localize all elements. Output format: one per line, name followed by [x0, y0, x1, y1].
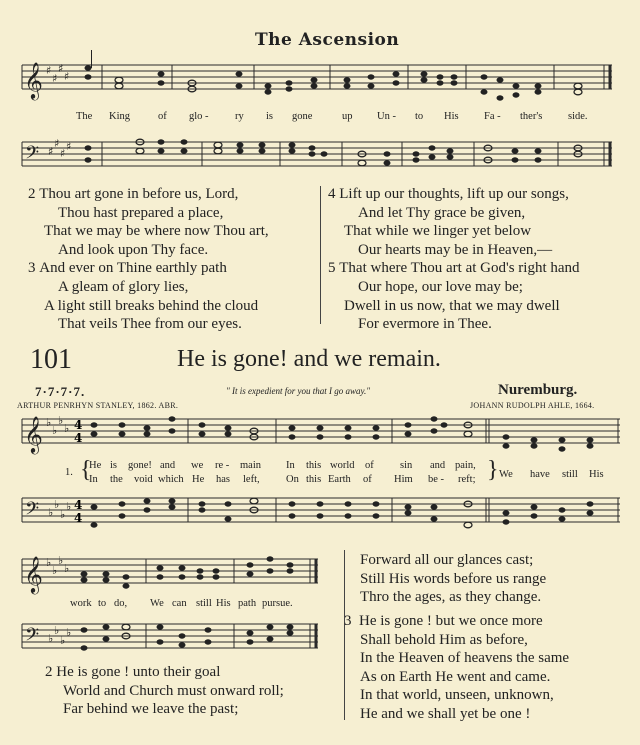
svg-text:♯: ♯ — [66, 140, 72, 153]
underlay-word: ther's — [520, 111, 543, 122]
svg-text:♭: ♭ — [46, 416, 52, 429]
underlay-word: work — [70, 598, 92, 609]
svg-text:♯: ♯ — [58, 62, 64, 75]
top-bass-staff — [22, 138, 614, 178]
underlay-word: still — [562, 469, 578, 480]
svg-text:♭: ♭ — [66, 500, 72, 513]
underlay-word: and — [160, 460, 176, 471]
column-divider-top — [320, 186, 321, 324]
underlay-word: In — [89, 474, 98, 485]
top-hymn-title: The Ascension — [255, 30, 400, 50]
underlay-word: reft; — [458, 474, 476, 485]
underlay-word: be - — [428, 474, 445, 485]
underlay-word: has — [216, 474, 230, 485]
svg-text:4: 4 — [74, 431, 83, 445]
underlay-word: He — [192, 474, 205, 485]
hymn-title: He is gone! and we remain. — [177, 346, 441, 372]
underlay-word: is — [110, 460, 118, 471]
underlay-word: His — [444, 111, 459, 122]
underlay-word: world — [330, 460, 355, 471]
underlay-word: still — [196, 598, 212, 609]
underlay-word: can — [172, 598, 187, 609]
underlay-word: have — [530, 469, 550, 480]
underlay-word: do, — [114, 598, 128, 609]
underlay-word: of — [158, 111, 167, 122]
svg-text:♭: ♭ — [48, 632, 54, 645]
svg-text:♭: ♭ — [58, 414, 64, 427]
svg-text:♭: ♭ — [64, 562, 70, 575]
underlay-word: We — [499, 469, 513, 480]
underlay-word: pain, — [455, 460, 476, 471]
top-treble-staff — [22, 60, 614, 110]
hymn-number: 101 — [30, 344, 72, 375]
verse-number: 1. — [65, 467, 73, 478]
underlay-word: of — [363, 474, 372, 485]
underlay-word: gone — [292, 111, 313, 122]
underlay-word: main — [240, 460, 261, 471]
underlay-word: The — [76, 111, 93, 122]
underlay-word: path — [238, 598, 257, 609]
svg-text:♭: ♭ — [58, 554, 64, 567]
underlay-word: the — [110, 474, 123, 485]
underlay-word: we — [191, 460, 204, 471]
underlay-word: King — [109, 111, 130, 122]
underlay-word: void — [134, 474, 153, 485]
underlay-word: re - — [215, 460, 230, 471]
underlay-word: In — [286, 460, 295, 471]
underlay-word: glo - — [189, 111, 209, 122]
svg-text:♭: ♭ — [48, 506, 54, 519]
svg-text:♭: ♭ — [60, 634, 66, 647]
underlay-word: left, — [243, 474, 260, 485]
underlay-word: sin — [400, 460, 413, 471]
hymn-treble-staff-1 — [22, 414, 622, 460]
tune-name: Nuremburg. — [498, 382, 578, 398]
hymn-bass-staff-1 — [22, 494, 622, 534]
underlay-word: Un - — [377, 111, 396, 122]
underlay-word: We — [150, 598, 164, 609]
epigraph: " It is expedient for you that I go away." — [226, 386, 371, 396]
underlay-word: of — [365, 460, 374, 471]
underlay-word: His — [216, 598, 231, 609]
underlay-word: this — [306, 460, 322, 471]
svg-text:4: 4 — [74, 511, 83, 525]
hymn-treble-staff-2 — [22, 554, 322, 600]
brace: { — [80, 457, 92, 483]
brace-close: } — [487, 457, 499, 483]
svg-text:♭: ♭ — [52, 424, 58, 437]
underlay-word: ry — [235, 111, 244, 122]
svg-text:♭: ♭ — [46, 556, 52, 569]
underlay-word: up — [342, 111, 353, 122]
underlay-word: Fa - — [484, 111, 501, 122]
svg-text:♭: ♭ — [60, 508, 66, 521]
svg-text:𝄢: 𝄢 — [25, 499, 40, 524]
svg-text:♯: ♯ — [64, 70, 70, 83]
underlay-word: Earth — [328, 474, 351, 485]
svg-text:♭: ♭ — [64, 422, 70, 435]
underlay-word: pursue. — [262, 598, 293, 609]
top-stanzas-left: 2 Thou art gone in before us, Lord, Thou hast prepared a place, That we may be where now Thou art, And look upon Thy face. 3 And ever on Thine earthly path A gleam of glory lies, A light still breaks behind the cloud That veils Thee from our eyes. — [28, 186, 269, 333]
hymn-stanza-2: 2 He is gone ! unto their goal World and Church must onward roll; Far behind we leave the past; — [45, 664, 284, 718]
svg-text:♯: ♯ — [46, 64, 52, 77]
svg-text:𝄢: 𝄢 — [25, 143, 40, 168]
svg-text:♭: ♭ — [52, 564, 58, 577]
hymn-bass-staff-2 — [22, 620, 322, 660]
underlay-word: which — [158, 474, 184, 485]
hymn-stanza-2-continued: Forward all our glances cast; Still His words before us range Thro the ages, as they change. — [360, 552, 547, 606]
svg-text:♯: ♯ — [52, 72, 58, 85]
svg-text:𝄞: 𝄞 — [24, 415, 43, 453]
svg-text:♭: ♭ — [66, 626, 72, 639]
underlay-word: His — [589, 469, 604, 480]
svg-text:♯: ♯ — [54, 137, 60, 150]
hymn-stanza-3: 3 He is gone ! but we once more Shall behold Him as before, In the Heaven of heavens the same As on Earth He went and came. In that world, unseen, unknown, He and we shall yet be one ! — [344, 613, 570, 722]
top-stanzas-right: 4 Lift up our thoughts, lift up our songs, And let Thy grace be given, That while we linger yet below Our hearts may be in Heaven,— 5 That where Thou art at God's right hand Our hope, our love may be; Dwell in us now, that we may dwell For evermore in Thee. — [328, 186, 580, 333]
underlay-word: Him — [394, 474, 413, 485]
underlay-word: to — [415, 111, 424, 122]
svg-text:♯: ♯ — [60, 147, 66, 160]
composer-credit: JOHANN RUDOLPH AHLE, 1664. — [470, 401, 595, 410]
meter: 7·7·7·7. — [35, 384, 86, 399]
underlay-word: gone! — [128, 460, 152, 471]
underlay-word: On — [286, 474, 299, 485]
svg-text:♭: ♭ — [54, 624, 60, 637]
svg-text:♯: ♯ — [48, 145, 54, 158]
underlay-word: is — [266, 111, 274, 122]
underlay-word: He — [89, 460, 102, 471]
author-credit: ARTHUR PENRHYN STANLEY, 1862. ABR. — [17, 401, 179, 410]
svg-text:𝄞: 𝄞 — [24, 61, 43, 99]
underlay-word: side. — [568, 111, 588, 122]
svg-text:♭: ♭ — [54, 498, 60, 511]
svg-text:𝄞: 𝄞 — [24, 555, 43, 593]
underlay-word: this — [306, 474, 322, 485]
svg-text:𝄢: 𝄢 — [25, 625, 40, 650]
underlay-word: to — [98, 598, 107, 609]
svg-text:4: 4 — [74, 498, 83, 512]
svg-text:4: 4 — [74, 418, 83, 432]
underlay-word: and — [430, 460, 446, 471]
